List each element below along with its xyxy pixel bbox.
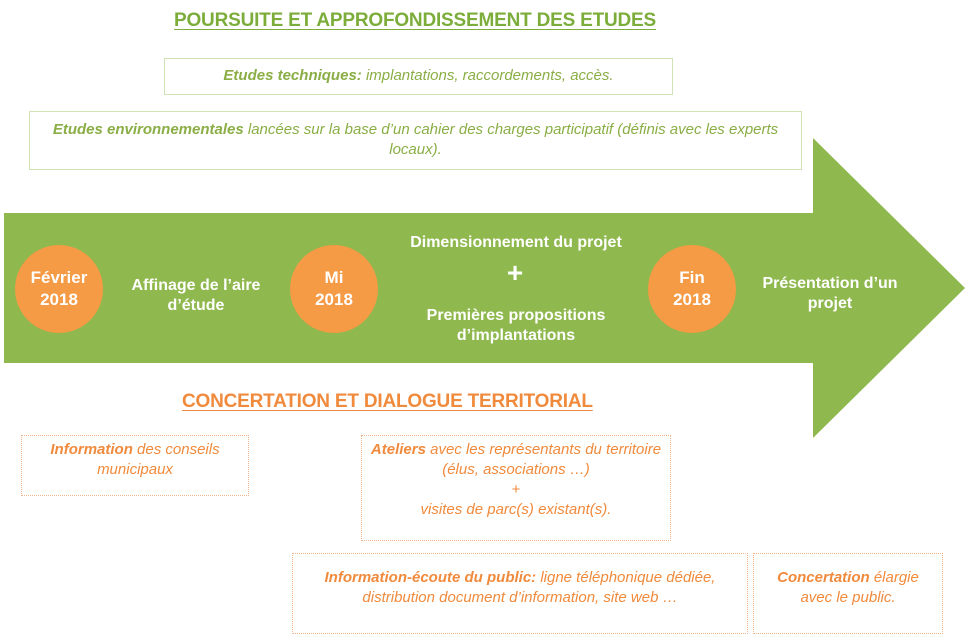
phase-presentation-line2: projet [807,295,853,312]
phase-propositions-line1: Premières propositions [426,307,606,324]
phase-affinage-line1: Affinage de l’aire [131,277,261,294]
box-concertation-public [753,553,943,634]
box-ateliers-text: avec les représentants du territoire (élus, associations …) [425,441,662,478]
box-ateliers-text2: visites de parc(s) existant(s). [420,501,612,518]
box-information-conseils [21,435,249,496]
phase-presentation-line1: Présentation d’un [762,275,898,292]
box-info-conseils-bold: Information [50,441,133,458]
box-etudes-techniques-bold: Etudes techniques: [223,67,362,84]
phase-plus-sign: + [506,257,524,288]
box-ecoute-bold: Information-écoute du public: [324,569,537,586]
milestone-fin-2018 [648,245,736,333]
milestone-3-line1: Fin [679,268,705,287]
phase-presentation [740,274,920,314]
box-ateliers [361,435,671,541]
box-etudes-env-text: lancées sur la base d’un cahier des charges participatif (définis avec les experts locaux). [243,121,779,158]
box-etudes-env-bold: Etudes environnementales [52,121,244,138]
box-info-conseils-text: des conseils municipaux [97,441,220,478]
phase-dimensionnement: Dimensionnement du projet [410,234,622,251]
milestone-2-line1: Mi [324,268,344,287]
box-etudes-techniques-text: implantations, raccordements, accès. [361,67,614,84]
milestone-2-line2: 2018 [315,290,353,309]
milestone-mi-2018 [290,245,378,333]
heading-etudes: POURSUITE ET APPROFONDISSEMENT DES ETUDES [174,10,656,31]
box-information-ecoute [292,553,748,634]
box-concertation-bold: Concertation [777,569,870,586]
milestone-1-line1: Février [30,268,88,287]
heading-concertation: CONCERTATION ET DIALOGUE TERRITORIAL [182,391,593,412]
phase-propositions [380,306,652,346]
milestone-fevrier-2018 [15,245,103,333]
phase-affinage-line2: d’étude [167,297,225,314]
phase-affinage [112,276,280,316]
phase-propositions-line2: d’implantations [456,327,576,344]
box-concertation-text: élargie avec le public. [800,569,919,606]
box-ateliers-bold: Ateliers [370,441,426,458]
milestone-1-line2: 2018 [40,290,78,309]
milestone-3-line2: 2018 [673,290,711,309]
box-ateliers-plus: + [511,481,521,498]
box-ecoute-text: ligne téléphonique dédiée, distribution document d’information, site web … [362,569,716,606]
